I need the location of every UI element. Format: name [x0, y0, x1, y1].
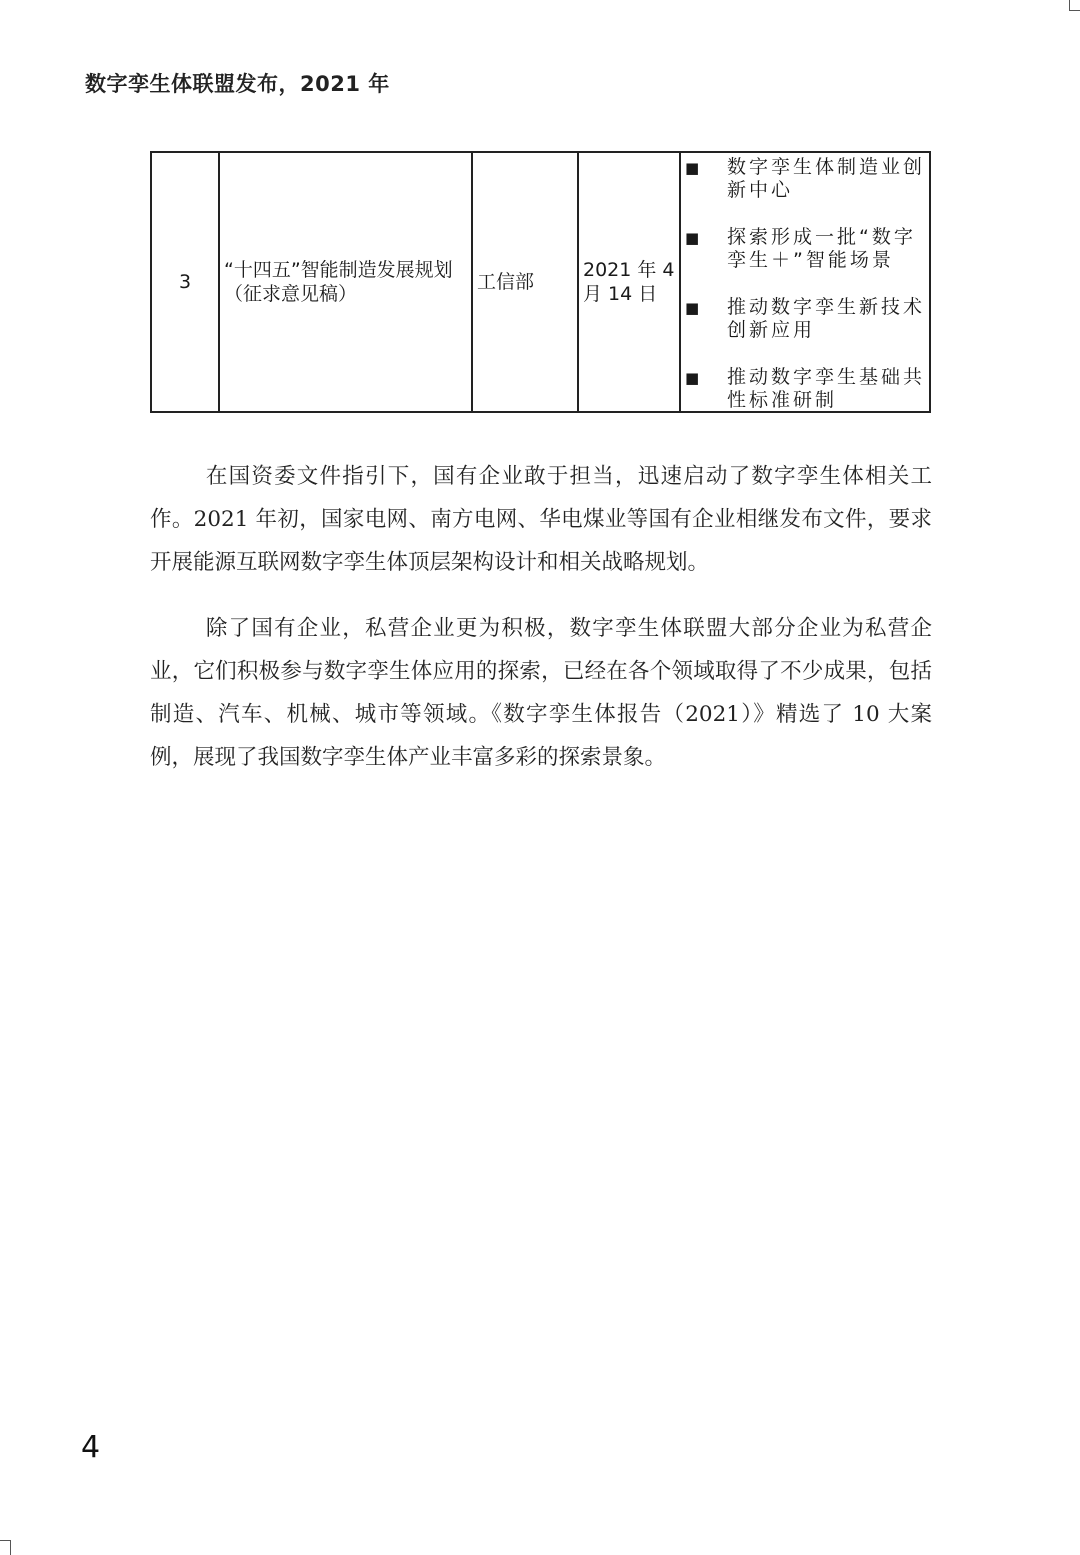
list-item-text: 推动数字孪生新技术创新应用 [727, 296, 926, 341]
crop-mark-top-right [1069, 0, 1080, 11]
list-item-text: 数字孪生体制造业创新中心 [727, 156, 926, 201]
policy-name-cell: “十四五”智能制造发展规划（征求意见稿） [219, 152, 472, 412]
policy-table [150, 151, 931, 413]
date-cell: 2021 年 4 月 14 日 [578, 152, 680, 412]
list-item [685, 225, 925, 295]
square-bullet-icon: ■ [685, 159, 700, 177]
body-paragraph: 在国资委文件指引下，国有企业敢于担当，迅速启动了数字孪生体相关工作。2021 年初，国家电网、南方电网、华电煤业等国有企业相继发布文件，要求开展能源互联网数字孪生体顶层架构设计和相关战略规划。 [150, 463, 932, 575]
square-bullet-icon: ■ [685, 229, 700, 247]
row-index-cell: 3 [151, 152, 219, 412]
page-number: 4 [81, 1430, 101, 1465]
list-item [685, 365, 925, 409]
crop-mark-bottom-left [0, 1540, 11, 1555]
list-item-text: 探索形成一批“数字孪生＋”智能场景 [727, 226, 916, 271]
key-points-cell [680, 152, 930, 412]
square-bullet-icon: ■ [685, 369, 700, 387]
table-row [151, 152, 930, 412]
list-item [685, 295, 925, 365]
body-paragraph: 除了国有企业，私营企业更为积极，数字孪生体联盟大部分企业为私营企业，它们积极参与数字孪生体应用的探索，已经在各个领域取得了不少成果，包括制造、汽车、机械、城市等领域。《数字孪生体报告（2021）》精选了 10 大案例，展现了我国数字孪生体产业丰富多彩的探索景象。 [150, 615, 932, 770]
running-header: 数字孪生体联盟发布，2021 年 [85, 72, 390, 96]
square-bullet-icon: ■ [685, 299, 700, 317]
list-item-text: 推动数字孪生基础共性标准研制 [727, 366, 926, 411]
department-cell: 工信部 [472, 152, 578, 412]
list-item [685, 155, 925, 225]
